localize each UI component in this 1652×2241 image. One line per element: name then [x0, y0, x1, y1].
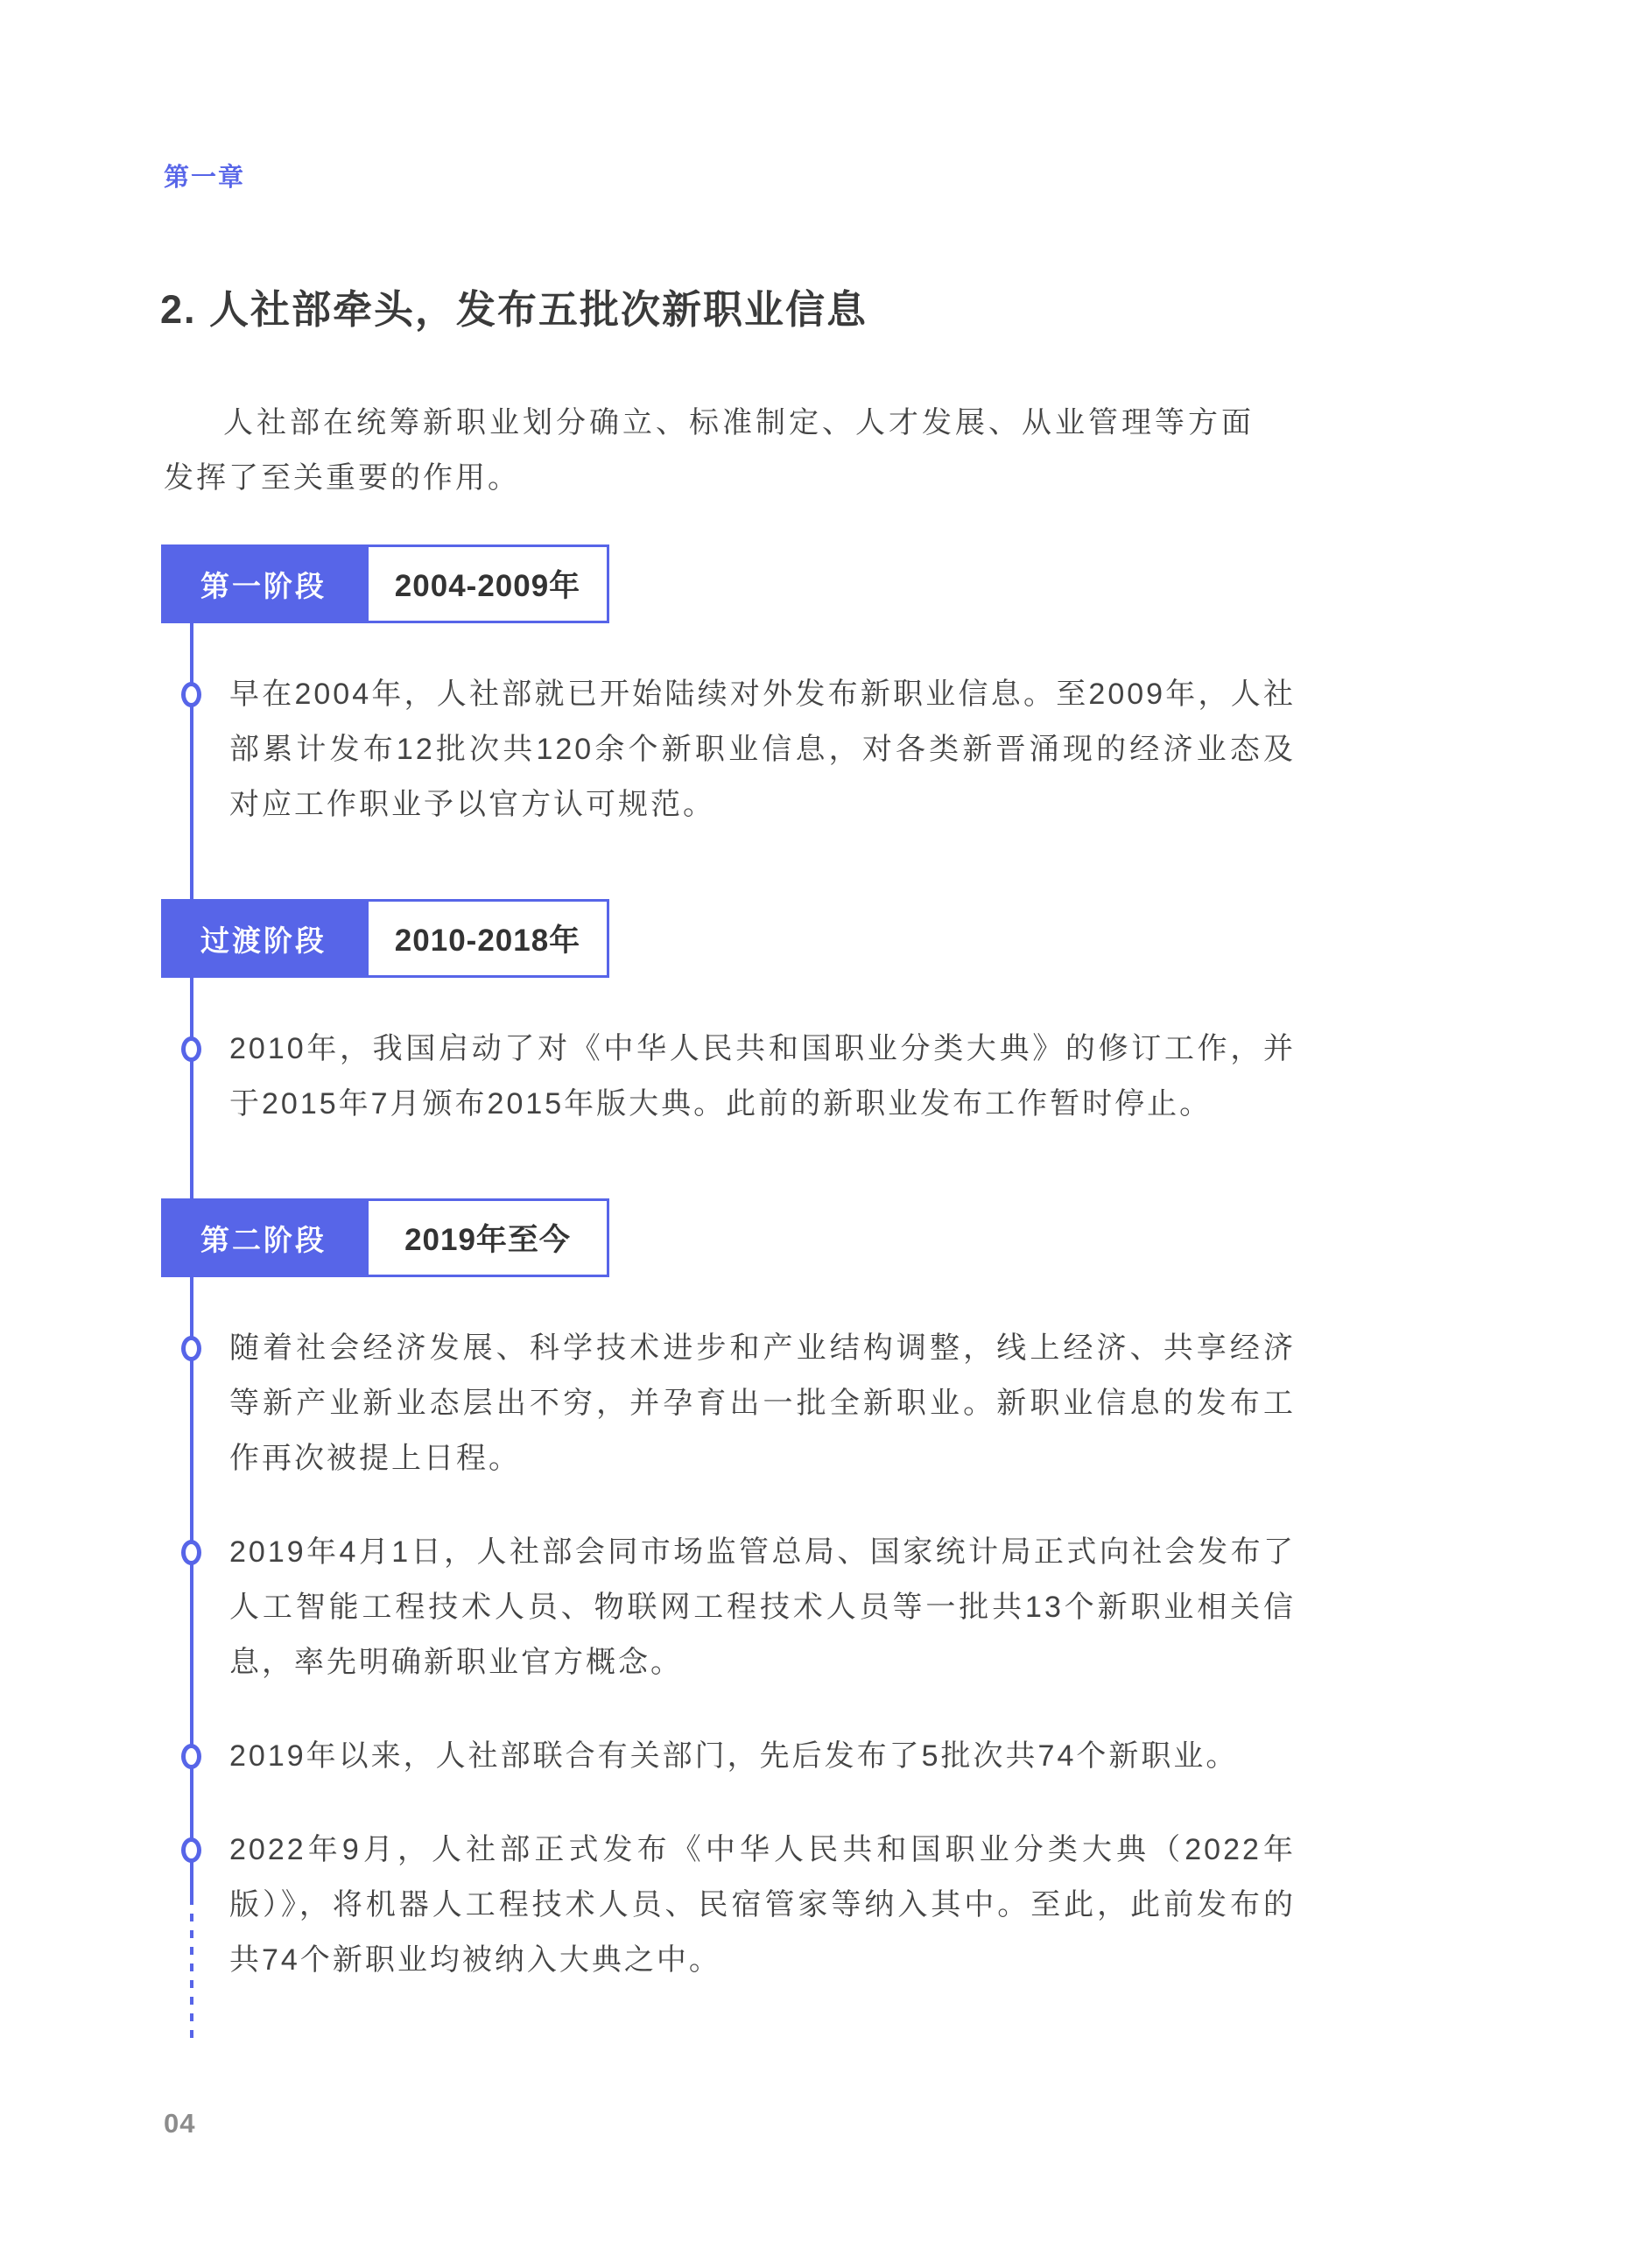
stage-badge-transition	[161, 899, 1652, 978]
timeline	[0, 544, 1652, 1988]
timeline-item-text: 2010年，我国启动了对《中华人民共和国职业分类大典》的修订工作，并于2015年7月颁布2015年版大典。此前的新职业发布工作暂时停止。	[229, 1032, 1296, 1120]
stage-badge-first	[161, 544, 1652, 623]
section-heading: 2. 人社部牵头，发布五批次新职业信息	[160, 287, 868, 332]
timeline-node-icon	[181, 1837, 201, 1863]
timeline-item	[229, 1321, 1296, 1486]
stage-period: 2004-2009年	[366, 544, 609, 623]
timeline-item	[229, 1729, 1296, 1784]
timeline-item	[229, 1525, 1296, 1690]
stage-label: 过渡阶段	[161, 899, 366, 978]
timeline-item-text: 早在2004年，人社部就已开始陆续对外发布新职业信息。至2009年，人社部累计发布12批次共120余个新职业信息，对各类新晋涌现的经济业态及对应工作职业予以官方认可规范。	[229, 678, 1296, 821]
timeline-node-icon	[181, 1540, 201, 1565]
timeline-item-text: 2019年4月1日，人社部会同市场监管总局、国家统计局正式向社会发布了人工智能工程技术人员、物联网工程技术人员等一批共13个新职业相关信息，率先明确新职业官方概念。	[229, 1535, 1296, 1679]
timeline-item	[229, 667, 1296, 832]
stage-period: 2019年至今	[366, 1198, 609, 1277]
stage-label: 第二阶段	[161, 1198, 366, 1277]
stage-label: 第一阶段	[161, 544, 366, 623]
timeline-node-icon	[181, 1336, 201, 1361]
timeline-item-text: 随着社会经济发展、科学技术进步和产业结构调整，线上经济、共享经济等新产业新业态层出不穷，并孕育出一批全新职业。新职业信息的发布工作再次被提上日程。	[229, 1331, 1296, 1475]
timeline-item	[229, 1022, 1296, 1132]
timeline-item-text: 2019年以来，人社部联合有关部门，先后发布了5批次共74个新职业。	[229, 1739, 1239, 1773]
page-number: 04	[164, 2108, 196, 2139]
timeline-item	[229, 1823, 1296, 1988]
chapter-label: 第一章	[164, 164, 246, 192]
timeline-node-icon	[181, 1744, 201, 1769]
timeline-node-icon	[181, 1036, 201, 1062]
intro-paragraph: 人社部在统筹新职业划分确立、标准制定、人才发展、从业管理等方面发挥了至关重要的作用。	[164, 406, 1254, 495]
stage-period: 2010-2018年	[366, 899, 609, 978]
stage-badge-second	[161, 1198, 1652, 1277]
timeline-line-dashed	[190, 1897, 193, 2046]
timeline-item-text: 2022年9月，人社部正式发布《中华人民共和国职业分类大典（2022年版）》，将机器人工程技术人员、民宿管家等纳入其中。至此，此前发布的共74个新职业均被纳入大典之中。	[229, 1833, 1296, 1977]
timeline-node-icon	[181, 682, 201, 707]
